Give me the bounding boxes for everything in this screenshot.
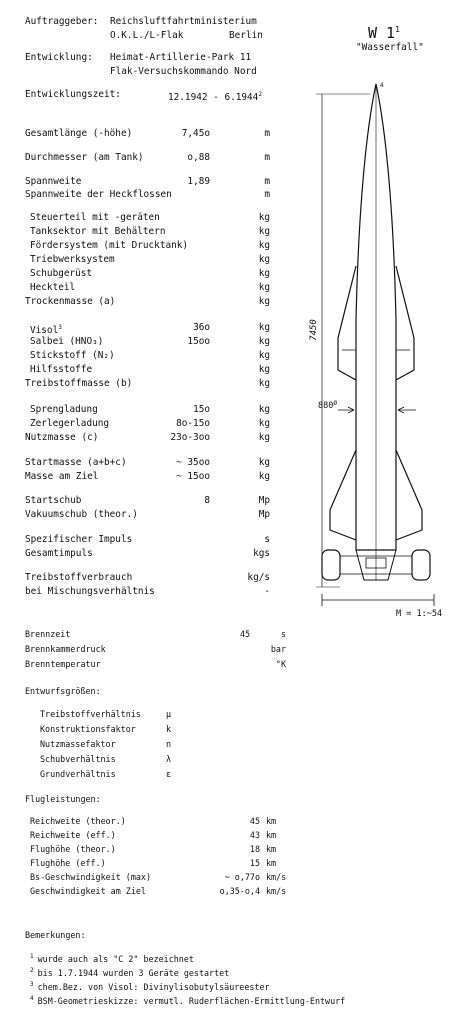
flight-item-label: Bs-Geschwindigkeit (max) [30,872,152,882]
spec-row-label: Spezifischer Impuls [25,534,133,545]
spec-row-unit: kg [258,282,270,293]
design-item-symbol: ε [166,769,172,779]
developer-value: Heimat-Artillerie-Park 11 [110,52,252,63]
client-sub: O.K.L./L-Flak [110,30,184,41]
spec-row-label: Gesamtimpuls [25,548,93,559]
spec-row-value: 8o-15o [176,418,210,429]
design-item-label: Grundverhältnis [40,769,116,779]
dev-period-value: 12.1942 - 6.1944$^2$ [168,91,262,104]
left-wing [338,266,356,380]
spec-row-value: 8 [204,495,210,506]
flight-item-label: Geschwindigkeit am Ziel [30,886,146,896]
spec-row-unit: - [264,586,270,597]
flight-item-value: ~ o,77o [224,872,260,882]
flight-item-value: 45 [249,816,260,826]
rocket-sketch [300,80,452,640]
spec-row-unit: kg [258,336,270,347]
spec-row-unit: m [264,176,270,187]
flight-heading: Flugleistungen: [25,794,101,804]
spec-row-label: Tanksektor mit Behältern [30,226,166,237]
flight-item-value: o,35-o,4 [219,886,260,896]
spec-row-unit: kg [258,322,270,333]
design-item-label: Nutzmassefaktor [40,739,116,749]
spec-row-label: Vakuumschub (theor.) [25,509,138,520]
remark-item: $^1$ wurde auch als "C 2" bezeichnet [30,953,194,964]
spec-row-label: Sprengladung [30,404,98,415]
spec-row-unit: m [264,189,270,200]
spec-row-value: 36o [193,322,210,333]
design-item-label: Konstruktionsfaktor [40,724,136,734]
developer-label: Entwicklung: [25,52,93,63]
spec-row-label: Spannweite der Heckflossen [25,189,172,200]
design-item-label: Schubverhältnis [40,754,116,764]
client-label: Auftraggeber: [25,16,99,27]
spec-row-label: Zerlegerladung [30,418,110,429]
design-heading: Entwurfsgrößen: [25,686,101,696]
burn-row-unit: °K [275,659,286,669]
spec-row-unit: kg [258,212,270,223]
spec-row-value: 7,45o [181,128,210,139]
diameter-label: $880^Ø$ [318,400,337,411]
spec-row-label: Nutzmasse (c) [25,432,99,443]
spec-row-label: Steuerteil mit -geräten [30,212,160,223]
flight-item-value: 18 [249,844,260,854]
spec-row-unit: kg [258,296,270,307]
spec-row-label: Stickstoff (N₂) [30,350,115,361]
spec-row-unit: kgs [253,548,270,559]
spec-row-unit: kg [258,404,270,415]
design-item-symbol: n [166,739,172,749]
spec-row-label: Salbei (HNO₃) [30,336,104,347]
spec-row-value: o,88 [187,152,210,163]
spec-row-label: Visol$^3$ [30,324,62,337]
spec-row-unit: kg [258,254,270,265]
spec-row-label: Treibstoffverbrauch [25,572,133,583]
spec-row-label: Durchmesser (am Tank) [25,152,144,163]
flight-item-unit: km [266,844,277,854]
spec-row-unit: kg [258,457,270,468]
spec-row-unit: kg [258,350,270,361]
spec-row-label: Gesamtlänge (-höhe) [25,128,133,139]
spec-row-unit: kg [258,471,270,482]
page-title: W $1^1$ [368,24,400,42]
remark-item: $^4$ BSM-Geometrieskizze: vermutl. Ruderflächen-Ermittlung-Entwurf [30,995,346,1006]
flight-item-label: Flughöhe (theor.) [30,844,116,854]
dev-period-label: Entwicklungszeit: [25,89,121,100]
burn-row-unit: bar [270,644,286,654]
remarks-heading: Bemerkungen: [25,930,86,940]
spec-row-value: ~ 15oo [176,471,210,482]
burn-row-label: Brenntemperatur [25,659,101,669]
flight-item-label: Reichweite (eff.) [30,830,116,840]
design-item-symbol: k [166,724,172,734]
spec-row-label: Fördersystem (mit Drucktank) [30,240,189,251]
spec-row-unit: kg [258,432,270,443]
spec-row-label: bei Mischungsverhältnis [25,586,155,597]
right-wing [396,266,414,380]
burn-row-label: Brennzeit [25,629,71,639]
burn-row-value: 45 [240,629,251,639]
diameter-arrow-left [338,407,354,413]
remark-item: $^2$ bis 1.7.1944 wurden 3 Geräte gestartet [30,967,230,978]
tip-note: 4 [380,82,384,89]
flight-item-unit: km/s [266,886,287,896]
spec-row-unit: kg [258,226,270,237]
developer-sub: Flak-Versuchskommando Nord [110,66,257,77]
spec-row-label: Startmasse (a+b+c) [25,457,127,468]
spec-row-unit: kg [258,240,270,251]
design-item-symbol: μ [166,709,172,719]
spec-row-label: Masse am Ziel [25,471,99,482]
spec-row-unit: m [264,128,270,139]
scale-label: M = 1:~54 [396,609,443,619]
spec-row-label: Spannweite [25,176,82,187]
spec-row-unit: s [264,534,270,545]
flight-item-label: Reichweite (theor.) [30,816,126,826]
spec-row-value: 15oo [187,336,210,347]
left-rudder [322,550,340,580]
spec-row-unit: kg/s [247,572,270,583]
length-label: 7450 [309,319,319,341]
page-subtitle: "Wasserfall" [356,42,424,53]
client-city: Berlin [229,30,263,41]
spec-row-value: 23o-3oo [170,432,210,443]
spec-row-label: Heckteil [30,282,76,293]
flight-item-unit: km [266,830,277,840]
design-item-symbol: λ [166,754,172,764]
flight-item-unit: km/s [266,872,287,882]
right-tail-fin [396,450,422,540]
burn-row-label: Brennkammerdruck [25,644,106,654]
flight-item-unit: km [266,816,277,826]
flight-item-value: 43 [249,830,260,840]
spec-row-unit: kg [258,364,270,375]
left-tail-fin [330,450,356,540]
design-item-label: Treibstoffverhältnis [40,709,141,719]
spec-row-label: Triebwerksystem [30,254,115,265]
diameter-arrow-right [398,407,416,413]
spec-row-value: 1,89 [187,176,210,187]
burn-row-unit: s [280,629,286,639]
spec-row-value: ~ 35oo [176,457,210,468]
spec-row-label: Startschub [25,495,82,506]
client-value: Reichsluftfahrtministerium [110,16,257,27]
spec-row-unit: m [264,152,270,163]
right-rudder [412,550,430,580]
spec-row-unit: kg [258,418,270,429]
spec-row-unit: kg [258,268,270,279]
flight-item-label: Flughöhe (eff.) [30,858,106,868]
spec-row-unit: Mp [258,495,270,506]
flight-item-unit: km [266,858,277,868]
spec-row-value: 15o [193,404,210,415]
spec-row-label: Schubgerüst [30,268,93,279]
spec-row-label: Hilfsstoffe [30,364,93,375]
spec-row-label: Treibstoffmasse (b) [25,378,133,389]
flight-item-value: 15 [249,858,260,868]
spec-row-unit: Mp [258,509,270,520]
spec-row-label: Trockenmasse (a) [25,296,116,307]
remark-item: $^3$ chem.Bez. von Visol: Divinylisobutylsäureester [30,981,270,992]
spec-row-unit: kg [258,378,270,389]
